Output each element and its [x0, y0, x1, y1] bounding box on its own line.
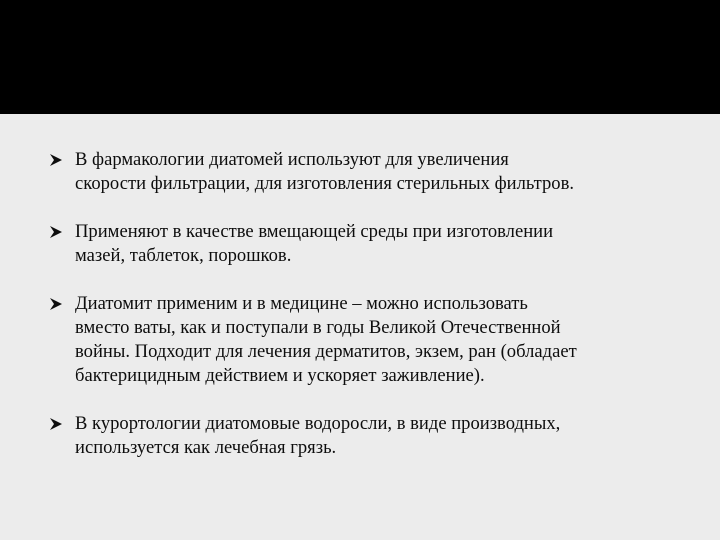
bullet-line: В курортологии диатомовые водоросли, в виде производных,: [75, 413, 561, 434]
arrow-bullet-icon: [50, 298, 62, 310]
bullet-text: [75, 148, 690, 196]
bullet-line: используется как лечебная грязь.: [75, 437, 337, 458]
arrow-bullet-icon: [50, 154, 62, 166]
bullet-line: В фармакологии диатомей используют для увеличения: [75, 149, 509, 170]
bullet-item: [50, 412, 690, 460]
bullet-line: мазей, таблеток, порошков.: [75, 245, 292, 266]
bullet-item: [50, 220, 690, 268]
bullet-line: бактерицидным действием и ускоряет заживление).: [75, 365, 485, 386]
arrow-bullet-icon: [50, 418, 62, 430]
arrow-bullet-icon: [50, 226, 62, 238]
slide-content: [0, 114, 720, 540]
bullet-line: скорости фильтрации, для изготовления стерильных фильтров.: [75, 173, 575, 194]
bullet-text: [75, 220, 690, 268]
bullet-item: [50, 148, 690, 196]
bullet-text: [75, 292, 690, 388]
bullet-item: [50, 292, 690, 388]
bullet-line: Диатомит применим и в медицине – можно использовать: [75, 293, 528, 314]
bullet-text: [75, 412, 690, 460]
bullet-line: войны. Подходит для лечения дерматитов, экзем, ран (обладает: [75, 341, 577, 362]
title-band: [0, 0, 720, 114]
bullet-line: вместо ваты, как и поступали в годы Великой Отечественной: [75, 317, 561, 338]
bullet-line: Применяют в качестве вмещающей среды при изготовлении: [75, 221, 554, 242]
bullet-list: [50, 148, 690, 484]
